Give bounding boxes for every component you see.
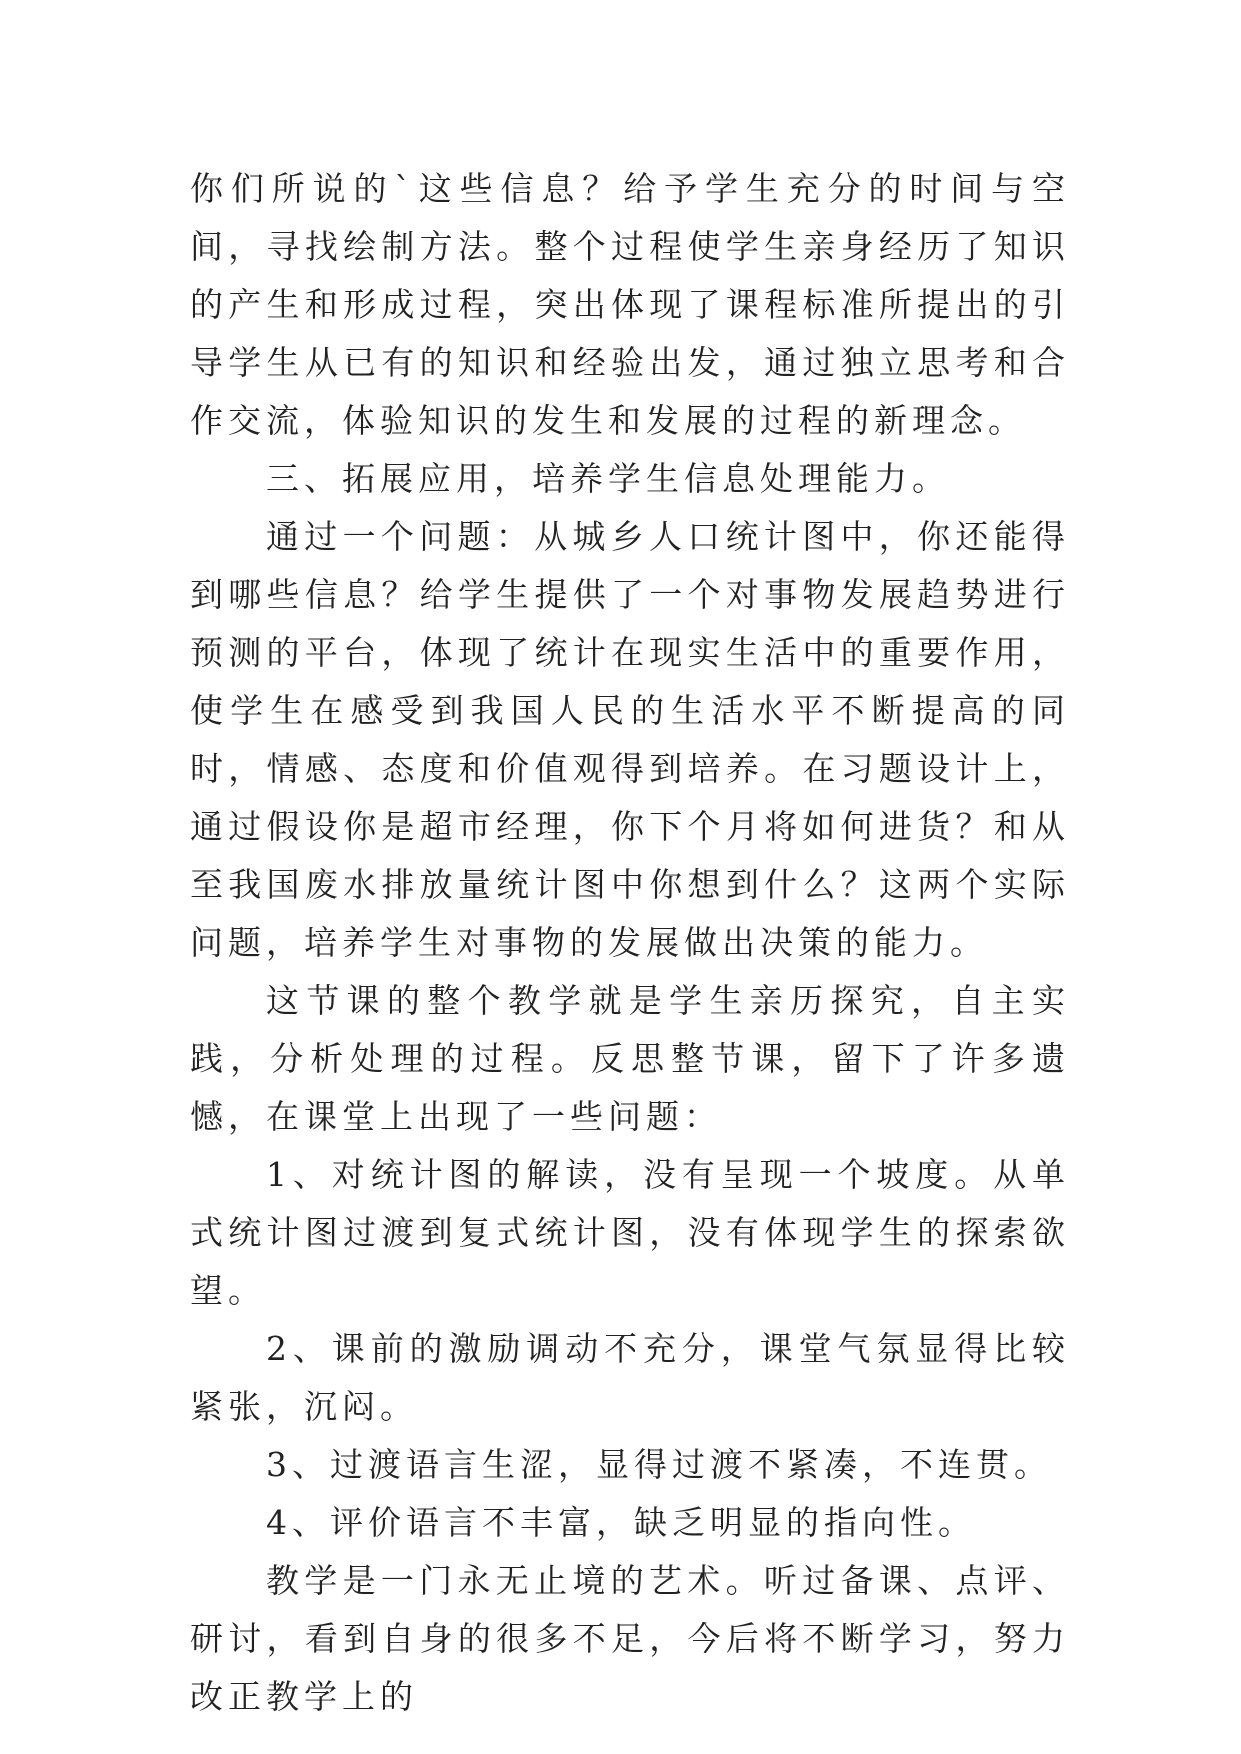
section-heading-expand-application: 三、拓展应用，培养学生信息处理能力。 — [266, 459, 950, 498]
document-body — [190, 160, 1070, 1726]
list-item-problem-3: 3、过渡语言生涩，显得过渡不紧凑，不连贯。 — [266, 1445, 1052, 1484]
paragraph-conclusion: 教学是一门永无止境的艺术。听过备课、点评、研讨，看到自身的很多不足，今后将不断学习，努力改正教学上的 — [190, 1561, 1070, 1716]
paragraph-lesson-reflection: 这节课的整个教学就是学生亲历探究，自主实践，分析处理的过程。反思整节课，留下了许多遗憾，在课堂上出现了一些问题： — [190, 981, 1070, 1136]
paragraph-info-reflection: 你们所说的`这些信息？给予学生充分的时间与空间，寻找绘制方法。整个过程使学生亲身经历了知识的产生和形成过程，突出体现了课程标准所提出的引导学生从已有的知识和经验出发，通过独立思考和合作交流，体验知识的发生和发展的过程的新理念。 — [190, 169, 1070, 440]
paragraph-population-chart: 通过一个问题：从城乡人口统计图中，你还能得到哪些信息？给学生提供了一个对事物发展趋势进行预测的平台，体现了统计在现实生活中的重要作用，使学生在感受到我国人民的生活水平不断提高的同时，情感、态度和价值观得到培养。在习题设计上，通过假设你是超市经理，你下个月将如何进货？和从至我国废水排放量统计图中你想到什么？这两个实际问题，培养学生对事物的发展做出决策的能力。 — [190, 517, 1070, 962]
list-item-problem-4: 4、评价语言不丰富，缺乏明显的指向性。 — [266, 1503, 976, 1542]
list-item-problem-2: 2、课前的激励调动不充分，课堂气氛显得比较紧张，沉闷。 — [190, 1329, 1070, 1426]
list-item-problem-1: 1、对统计图的解读，没有呈现一个坡度。从单式统计图过渡到复式统计图，没有体现学生的探索欲望。 — [190, 1155, 1070, 1310]
